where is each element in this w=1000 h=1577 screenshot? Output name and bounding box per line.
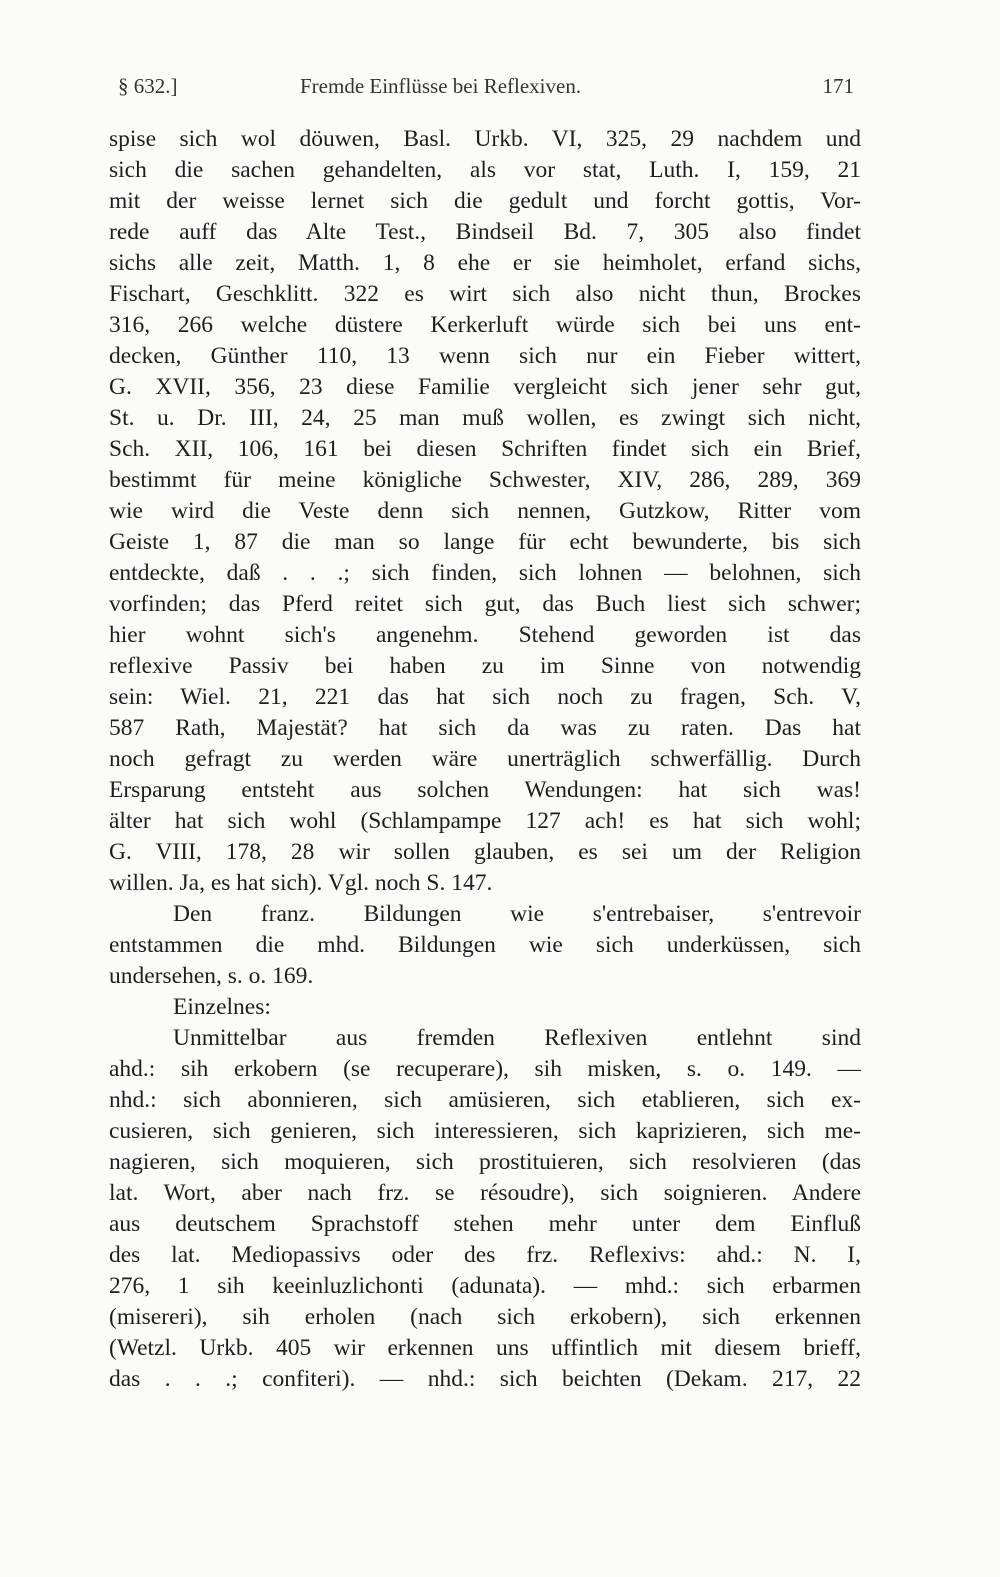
text-line: älter hat sich wohl (Schlampampe 127 ach! es hat sich wohl; — [109, 808, 861, 834]
text-line: sein: Wiel. 21, 221 das hat sich noch zu fragen, Sch. V, — [109, 684, 861, 710]
text-line: des lat. Mediopassivs oder des frz. Reflexivs: ahd.: N. I, — [109, 1242, 861, 1268]
text-line: G. VIII, 178, 28 wir sollen glauben, es sei um der Religion — [109, 839, 861, 865]
text-line: cusieren, sich genieren, sich interessieren, sich kaprizieren, sich me- — [109, 1118, 861, 1144]
text-line: lat. Wort, aber nach frz. se résoudre), sich soignieren. Andere — [109, 1180, 861, 1206]
section-number: § 632.] — [118, 74, 178, 98]
text-line: 276, 1 sih keeinluzlichonti (adunata). — mhd.: sich erbarmen — [109, 1273, 861, 1299]
text-line: Unmittelbar aus fremden Reflexiven entlehnt sind — [173, 1025, 861, 1051]
page-number: 171 — [822, 74, 854, 98]
text-line: 587 Rath, Majestät? hat sich da was zu raten. Das hat — [109, 715, 861, 741]
text-line: sichs alle zeit, Matth. 1, 8 ehe er sie heimholet, erfand sichs, — [109, 250, 861, 276]
text-line: entstammen die mhd. Bildungen wie sich underküssen, sich — [109, 932, 861, 958]
text-line: Sch. XII, 106, 161 bei diesen Schriften findet sich ein Brief, — [109, 436, 861, 462]
running-title: Fremde Einflüsse bei Reflexiven. — [300, 74, 582, 98]
text-line: spise sich wol döuwen, Basl. Urkb. VI, 325, 29 nachdem und — [109, 126, 861, 152]
text-line: Einzelnes: — [173, 994, 271, 1020]
text-line: aus deutschem Sprachstoff stehen mehr unter dem Einfluß — [109, 1211, 861, 1237]
text-line: 316, 266 welche düstere Kerkerluft würde sich bei uns ent- — [109, 312, 861, 338]
text-line: G. XVII, 356, 23 diese Familie vergleicht sich jener sehr gut, — [109, 374, 861, 400]
text-line: hier wohnt sich's angenehm. Stehend geworden ist das — [109, 622, 861, 648]
text-line: (misereri), sih erholen (nach sich erkobern), sich erkennen — [109, 1304, 861, 1330]
text-line: wie wird die Veste denn sich nennen, Gutzkow, Ritter vom — [109, 498, 861, 524]
text-line: St. u. Dr. III, 24, 25 man muß wollen, es zwingt sich nicht, — [109, 405, 861, 431]
text-line: nhd.: sich abonnieren, sich amüsieren, sich etablieren, sich ex- — [109, 1087, 861, 1113]
text-line: bestimmt für meine königliche Schwester, XIV, 286, 289, 369 — [109, 467, 861, 493]
text-line: reflexive Passiv bei haben zu im Sinne von notwendig — [109, 653, 861, 679]
text-line: ahd.: sih erkobern (se recuperare), sih misken, s. o. 149. — — [109, 1056, 861, 1082]
text-line: Ersparung entsteht aus solchen Wendungen: hat sich was! — [109, 777, 861, 803]
text-line: nagieren, sich moquieren, sich prostituieren, sich resolvieren (das — [109, 1149, 861, 1175]
text-line: rede auff das Alte Test., Bindseil Bd. 7, 305 also findet — [109, 219, 861, 245]
text-line: willen. Ja, es hat sich). Vgl. noch S. 147. — [109, 870, 493, 896]
text-line: Fischart, Geschklitt. 322 es wirt sich also nicht thun, Brockes — [109, 281, 861, 307]
running-header — [112, 74, 854, 104]
text-line: sich die sachen gehandelten, als vor stat, Luth. I, 159, 21 — [109, 157, 861, 183]
text-line: (Wetzl. Urkb. 405 wir erkennen uns uffintlich mit diesem brieff, — [109, 1335, 861, 1361]
text-line: mit der weisse lernet sich die gedult und forcht gottis, Vor- — [109, 188, 861, 214]
text-line: entdeckte, daß . . .; sich finden, sich lohnen — belohnen, sich — [109, 560, 861, 586]
text-line: Den franz. Bildungen wie s'entrebaiser, s'entrevoir — [173, 901, 861, 927]
text-line: vorfinden; das Pferd reitet sich gut, das Buch liest sich schwer; — [109, 591, 861, 617]
text-line: noch gefragt zu werden wäre unerträglich schwerfällig. Durch — [109, 746, 861, 772]
text-line: decken, Günther 110, 13 wenn sich nur ein Fieber wittert, — [109, 343, 861, 369]
text-line: das . . .; confiteri). — nhd.: sich beichten (Dekam. 217, 22 — [109, 1366, 861, 1392]
body-text — [109, 124, 861, 1395]
text-line: Geiste 1, 87 die man so lange für echt bewunderte, bis sich — [109, 529, 861, 555]
text-line: undersehen, s. o. 169. — [109, 963, 314, 989]
